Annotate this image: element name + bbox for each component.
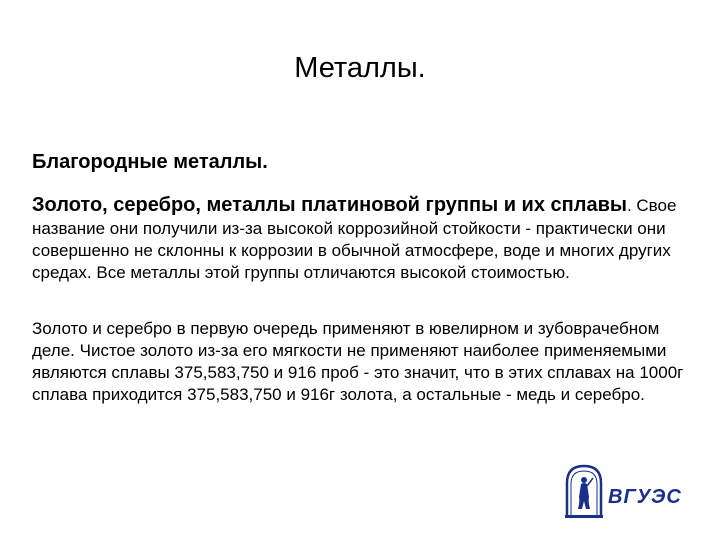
paragraph-lead: Золото, серебро, металлы платиновой группы и их сплавы <box>32 194 627 216</box>
slide-title: Металлы. <box>294 52 426 84</box>
paragraph-noble-metals <box>32 192 692 284</box>
section-heading: Благородные металлы. <box>32 151 268 173</box>
paragraph-gold-silver: Золото и серебро в первую очередь применяют в ювелирном и зубоврачебном деле. Чистое золото из-за его мягкости не применяют наиболее применяемыми являются сплавы 375,583,750 и 916 проб - это значит, что в этих сплавах на 1000г сплава приходится 375,583,750 и 916г золота, а остальные - медь и серебро. <box>32 319 684 404</box>
paragraph-body: . Свое название они получили из-за высокой коррозийной стойкости - практически они совершенно не склонны к коррозии в обычной атмосфере, воде и многих других средах. Все металлы этой группы отличаются высокой стоимостью. <box>32 196 677 282</box>
university-emblem-icon <box>562 463 606 521</box>
university-logo <box>562 463 682 523</box>
logo-text: ВГУЭС <box>608 486 682 508</box>
